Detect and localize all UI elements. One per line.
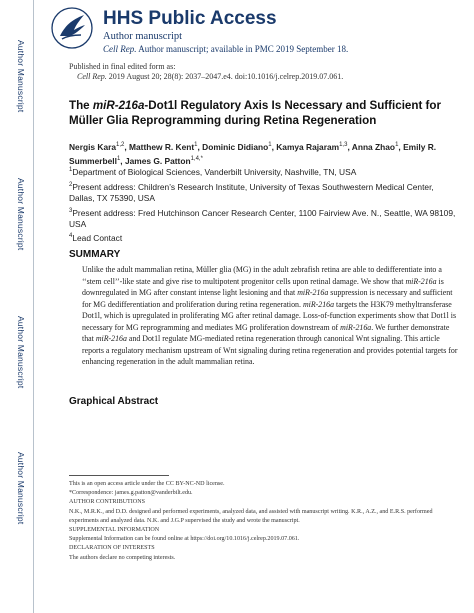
author-affiliation-marker: 1 (116, 155, 121, 162)
title-text: -Dot1l Regulatory Axis Is Necessary and Sufficient for Müller Glia Reprogramming during Retina Regeneration (69, 99, 441, 127)
author-affiliation-marker: 1,3 (339, 142, 348, 148)
footnote: AUTHOR CONTRIBUTIONS (69, 499, 146, 506)
summary-heading: SUMMARY (69, 249, 121, 260)
affiliation-marker: 3 (69, 208, 73, 214)
summary-segment: and Dot1l regulate MG-mediated retina regeneration through canonical Wnt signaling. This article reports a regulatory mechanism upstream of Wnt signaling during retina regeneration and provides potential targets for enhancing regeneration in the adult mammalian retina. (82, 334, 458, 366)
author-name: Nergis Kara (69, 141, 117, 152)
hhs-title: HHS Public Access (103, 8, 277, 29)
sidebar-label: Author Manuscript (16, 178, 26, 251)
publication-info (69, 62, 343, 82)
sidebar-label: Author Manuscript (16, 40, 26, 113)
affiliation (69, 180, 459, 205)
author-manuscript-sidebar (0, 0, 34, 613)
author-name: Dominic Didiano (202, 141, 269, 152)
sidebar-label: Author Manuscript (16, 316, 26, 389)
sidebar-label: Author Manuscript (16, 452, 26, 525)
footnote: *Correspondence: james.g.patton@vanderbilt.edu. (69, 490, 193, 497)
footnotes (69, 480, 461, 563)
gene-name: miR-216a (340, 322, 372, 332)
gene-name: miR-216a (95, 334, 127, 343)
page-header (51, 6, 466, 58)
summary-segment: . We further demonstrate that (82, 322, 450, 343)
journal-name: Cell Rep. (103, 44, 137, 54)
title-text: The (69, 99, 93, 112)
affiliation-text: Lead Contact (72, 232, 123, 243)
gene-name: miR-216a (302, 299, 335, 309)
footnote: The authors declare no competing interests. (69, 554, 176, 561)
author-affiliation-marker: 1 (268, 142, 272, 148)
gene-name: miR-216a (405, 276, 437, 286)
affiliation (69, 165, 459, 178)
author-name: James G. Patton (124, 155, 191, 166)
author-affiliation-marker: 1 (395, 142, 399, 148)
summary-text (82, 264, 458, 368)
published-label: Published in final edited form as: (69, 62, 176, 71)
footnote: DECLARATION OF INTERESTS (69, 545, 155, 552)
footnote: This is an open access article under the CC BY-NC-ND license. (69, 481, 225, 487)
affiliation-marker: 1 (69, 167, 73, 173)
citation (69, 72, 343, 82)
footnote: N.K., M.R.K., and D.D. designed and performed experiments, analyzed data, and assisted with manuscript writing. K.R., A.Z., and E.R.S. performed experiments and analyzed data. N.K. and J.G.P supervised the study and wrote the manuscript. (69, 508, 433, 524)
affiliation-text: Present address: Children’s Research Institute, University of Texas Southwestern Medical Center, Dallas, TX 75390, USA (69, 181, 434, 204)
summary-segment: Unlike the adult mammalian retina, Müller glia (MG) in the adult zebrafish retina are able to dedifferentiate into a ‘‘stem cell’’-like state and give rise to multipotent progenitor cells upon retinal damage. We show that (82, 265, 442, 286)
pmc-availability-text: Author manuscript; available in PMC 2019 September 18. (136, 44, 349, 54)
citation-details: 2019 August 20; 28(8): 2037–2047.e4. doi:10.1016/j.celrep.2019.07.061. (106, 72, 344, 81)
author-affiliation-marker: 1,4,* (190, 155, 203, 162)
affiliation-text: Department of Biological Sciences, Vanderbilt University, Nashville, TN, USA (72, 166, 357, 177)
affiliation (69, 231, 459, 244)
pmc-availability (103, 44, 348, 54)
summary-segment: targets the H3K79 methyltransferase Dot1l, which is upregulated in proliferating MG after retinal damage. Loss-of-function experiments show that Dot1l is necessary for MG reprogramming and mediates MG proliferation downstream of (82, 299, 457, 332)
footnote: Supplemental Information can be found online at https://doi.org/10.1016/j.celrep.2019.07.061. (69, 536, 300, 543)
citation-journal: Cell Rep. (77, 72, 107, 81)
affiliation-text: Present address: Fred Hutchinson Cancer Research Center, 1100 Fairview Ave. N., Seattle, WA 98109, USA (69, 207, 456, 230)
gene-name: miR-216a (297, 288, 329, 297)
title-gene: miR-216a (92, 99, 145, 112)
summary-segment: suppression is necessary and sufficient for MG dedifferentiation and proliferation during retina regeneration. (82, 288, 453, 309)
paper-title (69, 98, 459, 128)
author-name: Emily R. Summerbell (69, 141, 437, 166)
affiliation-marker: 2 (69, 182, 73, 188)
summary-segment: is downregulated in MG after constant intense light lesioning and that (82, 276, 444, 297)
author-name: Anna Zhao (351, 141, 396, 152)
hhs-eagle-logo (51, 6, 93, 50)
author-affiliation-marker: 1,2 (116, 142, 125, 148)
author-manuscript-label: Author manuscript (103, 31, 183, 42)
footnote: SUPPLEMENTAL INFORMATION (69, 527, 160, 534)
author-name: Kamya Rajaram (276, 141, 340, 152)
affiliation (69, 206, 459, 231)
footnote-divider (69, 475, 169, 476)
graphical-abstract-heading: Graphical Abstract (69, 396, 159, 407)
affiliation-marker: 4 (69, 233, 73, 239)
author-list: Nergis Kara$^{1,2}$, Matthew R. Kent$^1$, Dominic Didiano$^1$, Kamya Rajaram$^{1,3}$, Anna Zhao$^1$, Emily R. Summerbell$^1$, James G. Patton$^{1,4,*}$ (69, 141, 437, 166)
author-affiliation-marker: 1 (194, 142, 198, 148)
author-name: Matthew R. Kent (129, 141, 195, 152)
